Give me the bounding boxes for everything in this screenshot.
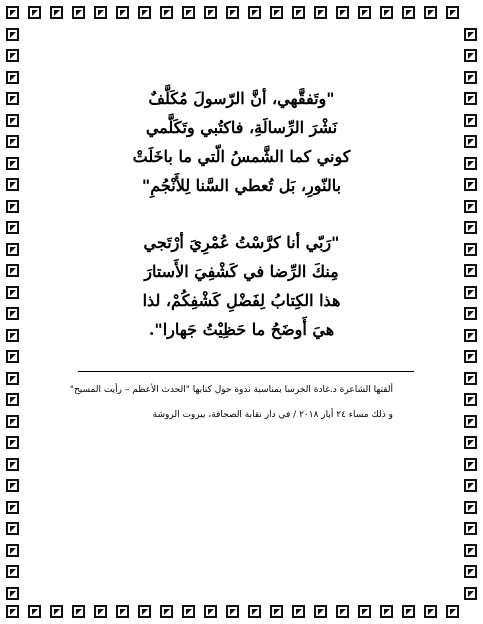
border-tile [270,605,283,618]
border-tile [226,6,239,19]
border-tile [464,157,477,170]
border-tile [6,286,19,299]
border-tile [464,479,477,492]
border-tile [464,436,477,449]
border-tile [6,372,19,385]
poem-line: نَشْرَ الرِّسالَةِ، فاكتُبي وتَكَلَّمي [145,118,338,137]
border-tile [6,393,19,406]
poem-stanza-1 [40,84,443,200]
border-tile [464,415,477,428]
border-tile [182,605,195,618]
border-tile [464,49,477,62]
border-tile [6,587,19,600]
border-tile [292,6,305,19]
footnote-line-1 [70,383,393,397]
border-tile [336,605,349,618]
border-tile [464,178,477,191]
border-tile [314,6,327,19]
border-tile [6,157,19,170]
border-tile [6,28,19,41]
border-tile [6,135,19,148]
border-tile [380,605,393,618]
footnote-text: و ذلك مساء ٢٤ أيار ٢٠١٨ / في دار نقابة الصحافة، بيروت الروشة [152,410,393,420]
border-tile [50,605,63,618]
border-tile [314,605,327,618]
border-tile [464,565,477,578]
poem-stanza-2 [40,228,443,344]
border-tile [160,605,173,618]
border-tile [72,6,85,19]
border-tile [28,605,41,618]
border-tile [464,243,477,256]
border-tile [6,221,19,234]
border-tile [116,6,129,19]
poem-line: "وتَفقَّهي، أنَّ الرّسولَ مُكَلَّفٌ [148,89,335,108]
border-tile [402,6,415,19]
footnote-divider [78,371,414,372]
border-tile [464,92,477,105]
border-tile [6,307,19,320]
border-tile [226,605,239,618]
border-tile [464,28,477,41]
border-tile [446,6,459,19]
border-tile [464,372,477,385]
border-tile [6,501,19,514]
border-tile [6,71,19,84]
border-tile [6,264,19,277]
footnote-text: ألقتها الشاعرة د.غادة الخرسا بمناسبة ندوة حول كتابها "الحدث الأعظم – رأيت المسيح" [69,385,393,395]
border-tile [6,92,19,105]
border-tile [6,458,19,471]
border-tile [6,522,19,535]
border-tile [94,6,107,19]
border-tile [6,415,19,428]
poem-line: هذا الكِتابُ لِفَضْلِ كَشْفِكُمْ، لذا [142,291,341,310]
border-tile [446,605,459,618]
border-tile [72,605,85,618]
border-tile [138,6,151,19]
border-tile [424,6,437,19]
poem-line: مِنكَ الرِّضا في كَشْفِيَ الأَستارَ [144,262,339,281]
poem-line: "رَبّي أنا كرَّسْتُ عُمْرِيَ أرْتَجي [143,233,340,252]
border-tile [182,6,195,19]
border-tile [292,605,305,618]
border-tile [248,6,261,19]
border-tile [94,605,107,618]
border-tile [138,605,151,618]
border-tile [464,393,477,406]
border-tile [336,6,349,19]
border-tile [464,587,477,600]
border-tile [204,605,217,618]
border-tile [6,178,19,191]
border-tile [204,6,217,19]
border-tile [28,6,41,19]
poem-line: بالنّورِ، بَل تُعطي السَّنا لِلأَنْجُمِ" [141,176,342,195]
border-tile [464,200,477,213]
border-tile [6,6,19,19]
poem-line: كوني كما الشَّمسُ الّتي ما باخَلَتْ [132,147,351,166]
border-tile [464,458,477,471]
border-tile [6,605,19,618]
border-tile [6,114,19,127]
border-tile [464,522,477,535]
border-tile [270,6,283,19]
border-tile [464,350,477,363]
border-tile [50,6,63,19]
border-tile [464,71,477,84]
border-tile [464,307,477,320]
border-tile [424,605,437,618]
border-tile [358,6,371,19]
border-tile [6,479,19,492]
border-tile [248,605,261,618]
border-tile [6,329,19,342]
border-tile [6,350,19,363]
border-tile [402,605,415,618]
border-tile [6,436,19,449]
border-tile [464,286,477,299]
border-tile [6,544,19,557]
border-tile [358,605,371,618]
border-tile [464,264,477,277]
border-tile [464,544,477,557]
border-tile [464,135,477,148]
poem-line: هيَ أَوضَحُ ما حَظِيْتُ جَهارا". [148,320,335,339]
border-tile [464,329,477,342]
border-tile [464,114,477,127]
border-tile [464,221,477,234]
border-tile [6,49,19,62]
border-tile [6,565,19,578]
border-tile [6,200,19,213]
border-tile [160,6,173,19]
footnote-line-2 [70,408,393,422]
border-tile [6,243,19,256]
border-tile [380,6,393,19]
border-tile [464,501,477,514]
border-tile [116,605,129,618]
